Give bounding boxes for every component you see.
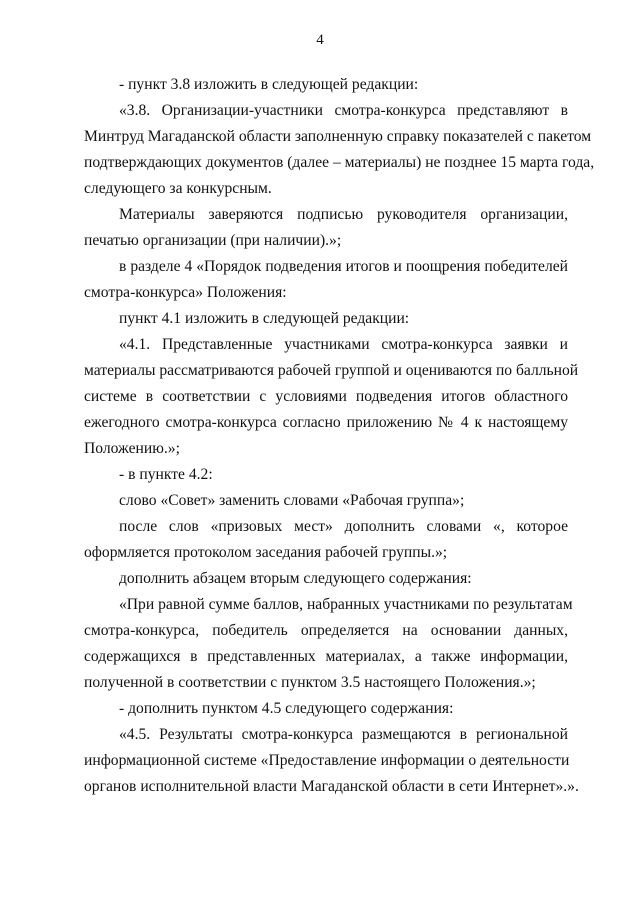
text-line: слово «Совет» заменить словами «Рабочая группа»; bbox=[119, 492, 465, 509]
text-line: смотра-конкурса» Положения: bbox=[84, 284, 287, 301]
text-line: Материалы заверяются подписью руководителя организации, bbox=[119, 206, 568, 223]
text-line: материалы рассматриваются рабочей группой и оцениваются по балльной bbox=[84, 362, 579, 379]
text-line: пункт 4.1 изложить в следующей редакции: bbox=[119, 310, 410, 327]
text-line: следующего за конкурсным. bbox=[84, 180, 272, 197]
text-line: полученной в соответствии с пунктом 3.5 настоящего Положения.»; bbox=[84, 674, 536, 691]
text-line: печатью организации (при наличии).»; bbox=[84, 232, 342, 249]
text-line: «3.8. Организации-участники смотра-конкурса представляют в bbox=[119, 102, 568, 119]
page-number: 4 bbox=[316, 32, 324, 48]
text-line: ежегодного смотра-конкурса согласно приложению № 4 к настоящему bbox=[84, 414, 568, 431]
text-line: - дополнить пунктом 4.5 следующего содержания: bbox=[119, 700, 454, 717]
text-line: после слов «призовых мест» дополнить словами «, которое bbox=[119, 518, 568, 535]
text-line: в разделе 4 «Порядок подведения итогов и поощрения победителей bbox=[119, 258, 568, 275]
text-line: органов исполнительной власти Магаданской области в сети Интернет».». bbox=[84, 778, 579, 795]
text-line: содержащихся в представленных материалах, а также информации, bbox=[84, 648, 568, 665]
text-line: - пункт 3.8 изложить в следующей редакции: bbox=[119, 76, 419, 93]
text-line: смотра-конкурса, победитель определяется на основании данных, bbox=[84, 622, 568, 639]
text-line: «4.5. Результаты смотра-конкурса размещаются в региональной bbox=[119, 726, 568, 743]
text-line: «4.1. Представленные участниками смотра-конкурса заявки и bbox=[119, 336, 568, 353]
text-line: Минтруд Магаданской области заполненную справку показателей с пакетом bbox=[84, 128, 592, 145]
text-line: «При равной сумме баллов, набранных участниками по результатам bbox=[119, 596, 573, 613]
text-line: Положению.»; bbox=[84, 440, 180, 457]
text-line: оформляется протоколом заседания рабочей группы.»; bbox=[84, 544, 448, 561]
text-line: подтверждающих документов (далее – материалы) не позднее 15 марта года, bbox=[84, 154, 595, 171]
text-line: дополнить абзацем вторым следующего содержания: bbox=[119, 570, 472, 587]
text-line: информационной системе «Предоставление информации о деятельности bbox=[84, 752, 570, 769]
text-line: системе в соответствии с условиями подведения итогов областного bbox=[84, 388, 568, 405]
text-line: - в пункте 4.2: bbox=[119, 466, 213, 483]
